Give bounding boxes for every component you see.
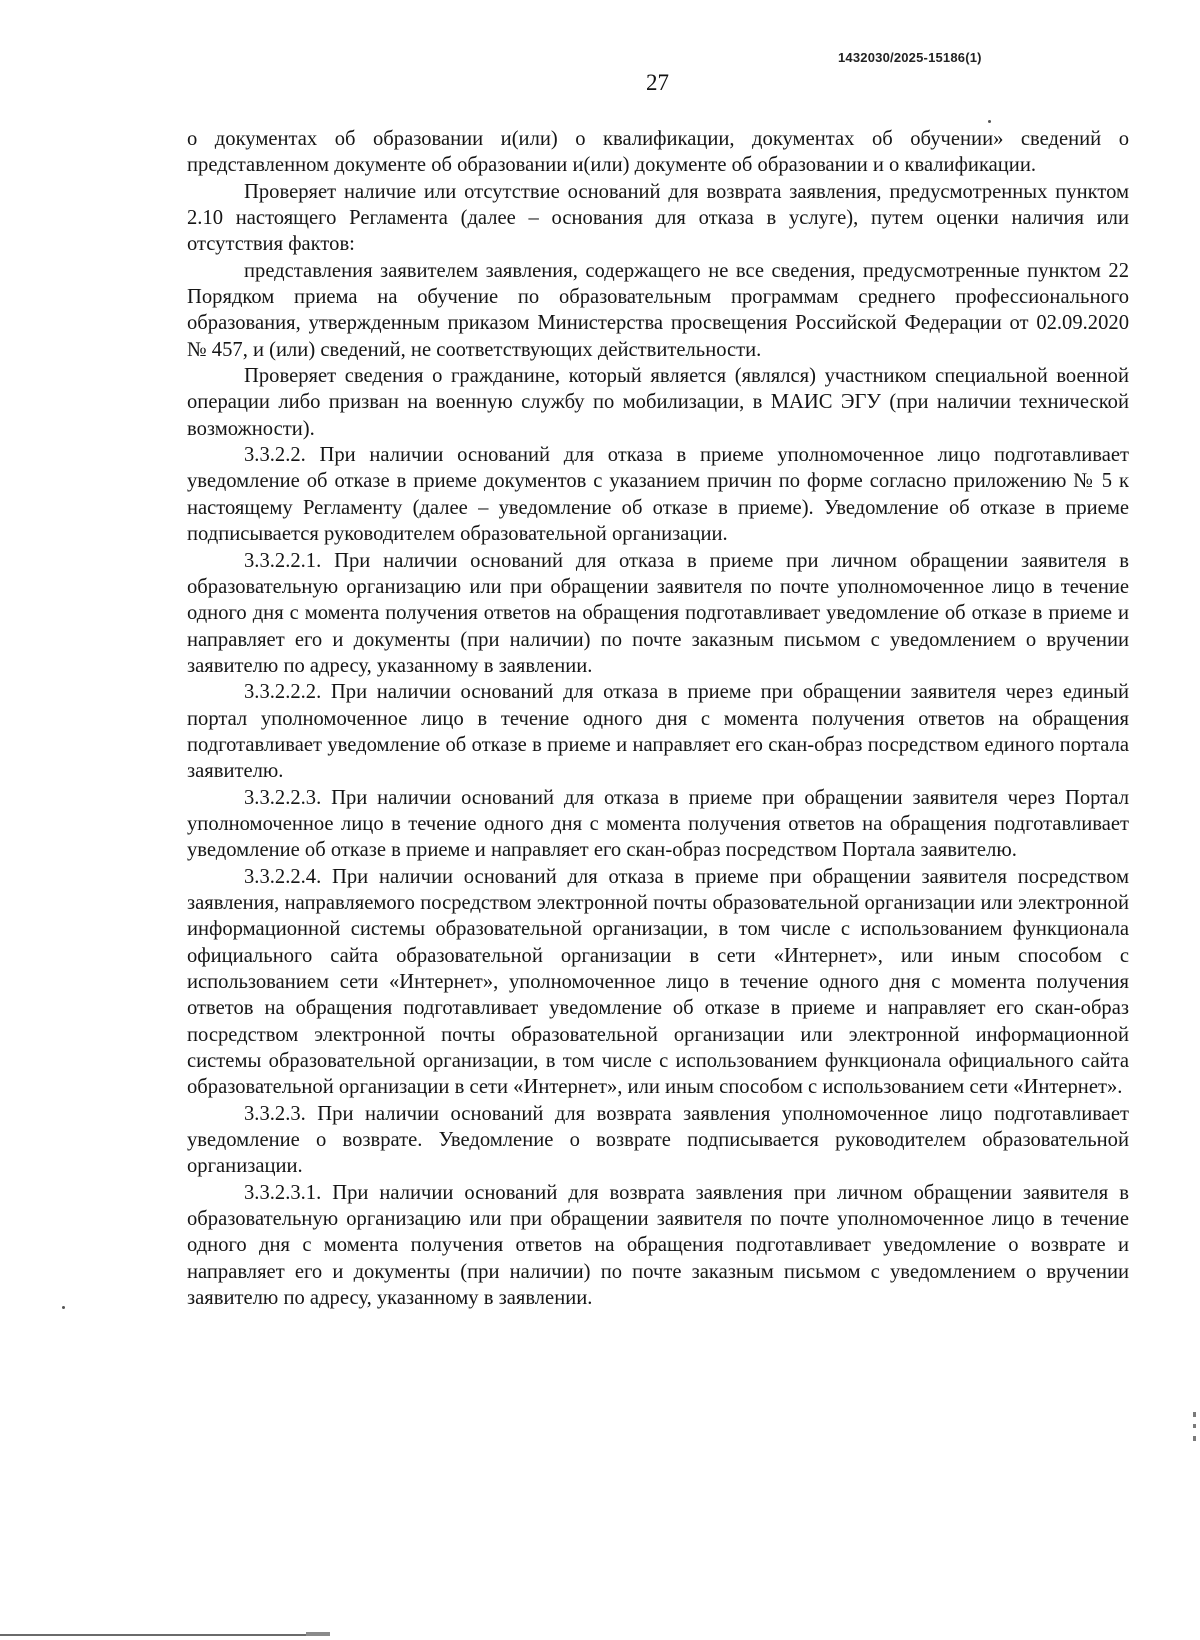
scan-bottom-edge	[306, 1632, 330, 1636]
paragraph-3-3-2-2-3: 3.3.2.2.3. При наличии оснований для отказа в приеме при обращении заявителя через Портал уполномоченное лицо в течение одного дня с момента получения ответов на обращения подготавливает уведомление об отказе в приеме и направляет его скан-образ посредством Портала заявителю.	[187, 786, 1129, 862]
scan-edge-mark	[1193, 1424, 1196, 1428]
scan-edge-mark	[1193, 1436, 1196, 1441]
paragraph-incomplete-application: представления заявителем заявления, содержащего не все сведения, предусмотренные пунктом 22 Порядком приема на обучение по образовательным программам среднего профессионального образования, утвержденным приказом Министерства просвещения Российской Федерации от 02.09.2020 № 457, и (или) сведений, не соответствующих действительности.	[187, 259, 1129, 361]
document-registration-number: 1432030/2025-15186(1)	[838, 50, 982, 65]
scan-speck	[988, 120, 991, 123]
document-body	[187, 126, 1129, 1311]
scan-speck	[62, 1306, 65, 1309]
scan-bottom-edge	[0, 1634, 310, 1636]
page-number: 27	[646, 70, 669, 95]
paragraph-continuation: о документах об образовании и(или) о квалификации, документах об обучении» сведений о представленном документе об образовании и(или) документе об образовании и о квалификации.	[187, 128, 1129, 177]
paragraph-3-3-2-2-2: 3.3.2.2.2. При наличии оснований для отказа в приеме при обращении заявителя через единый портал уполномоченное лицо в течение одного дня с момента получения ответов на обращения подготавливает уведомление об отказе в приеме и направляет его скан-образ посредством единого портала заявителю.	[187, 681, 1129, 783]
paragraph-3-3-2-3: 3.3.2.3. При наличии оснований для возврата заявления уполномоченное лицо подготавливает уведомление о возврате. Уведомление о возврате подписывается руководителем образовательной организации.	[187, 1102, 1129, 1178]
scan-edge-mark	[1193, 1412, 1196, 1417]
paragraph-3-3-2-2-1: 3.3.2.2.1. При наличии оснований для отказа в приеме при личном обращении заявителя в образовательную организацию или при обращении заявителя по почте уполномоченное лицо в течение одного дня с момента получения ответов на обращения подготавливает уведомление об отказе в приеме и направляет его и документы (при наличии) по почте заказным письмом с уведомлением о вручении заявителю по адресу, указанному в заявлении.	[187, 549, 1129, 677]
paragraph-svo-check: Проверяет сведения о гражданине, который является (являлся) участником специальной военной операции либо призван на военную службу по мобилизации, в МАИС ЭГУ (при наличии технической возможности).	[187, 365, 1129, 440]
paragraph-3-3-2-3-1: 3.3.2.3.1. При наличии оснований для возврата заявления при личном обращении заявителя в образовательную организацию или при обращении заявителя по почте уполномоченное лицо в течение одного дня с момента получения ответов на обращения подготавливает уведомление о возврате и направляет его и документы (при наличии) по почте заказным письмом с уведомлением о вручении заявителю по адресу, указанному в заявлении.	[187, 1181, 1129, 1310]
paragraph-3-3-2-2-4: 3.3.2.2.4. При наличии оснований для отказа в приеме при обращении заявителя посредством заявления, направляемого посредством электронной почты образовательной организации или электронной информационной системы образовательной организации, в том числе с использованием функционала официального сайта образовательной организации в сети «Интернет», или иным способом с использованием сети «Интернет», уполномоченное лицо в течение одного дня с момента получения ответов на обращения подготавливает уведомление об отказе в приеме и направляет его скан-образ посредством электронной почты образовательной организации или электронной информационной системы образовательной организации, в том числе с использованием функционала официального сайта образовательной организации в сети «Интернет», или иным способом с использованием сети «Интернет».	[187, 865, 1129, 1099]
paragraph-3-3-2-2: 3.3.2.2. При наличии оснований для отказа в приеме уполномоченное лицо подготавливает уведомление об отказе в приеме документов с указанием причин по форме согласно приложению № 5 к настоящему Регламенту (далее – уведомление об отказе в приеме). Уведомление об отказе в приеме подписывается руководителем образовательной организации.	[187, 444, 1129, 546]
paragraph-grounds-check: Проверяет наличие или отсутствие оснований для возврата заявления, предусмотренных пунктом 2.10 настоящего Регламента (далее – основания для отказа в услуге), путем оценки наличия или отсутствия фактов:	[187, 180, 1129, 256]
